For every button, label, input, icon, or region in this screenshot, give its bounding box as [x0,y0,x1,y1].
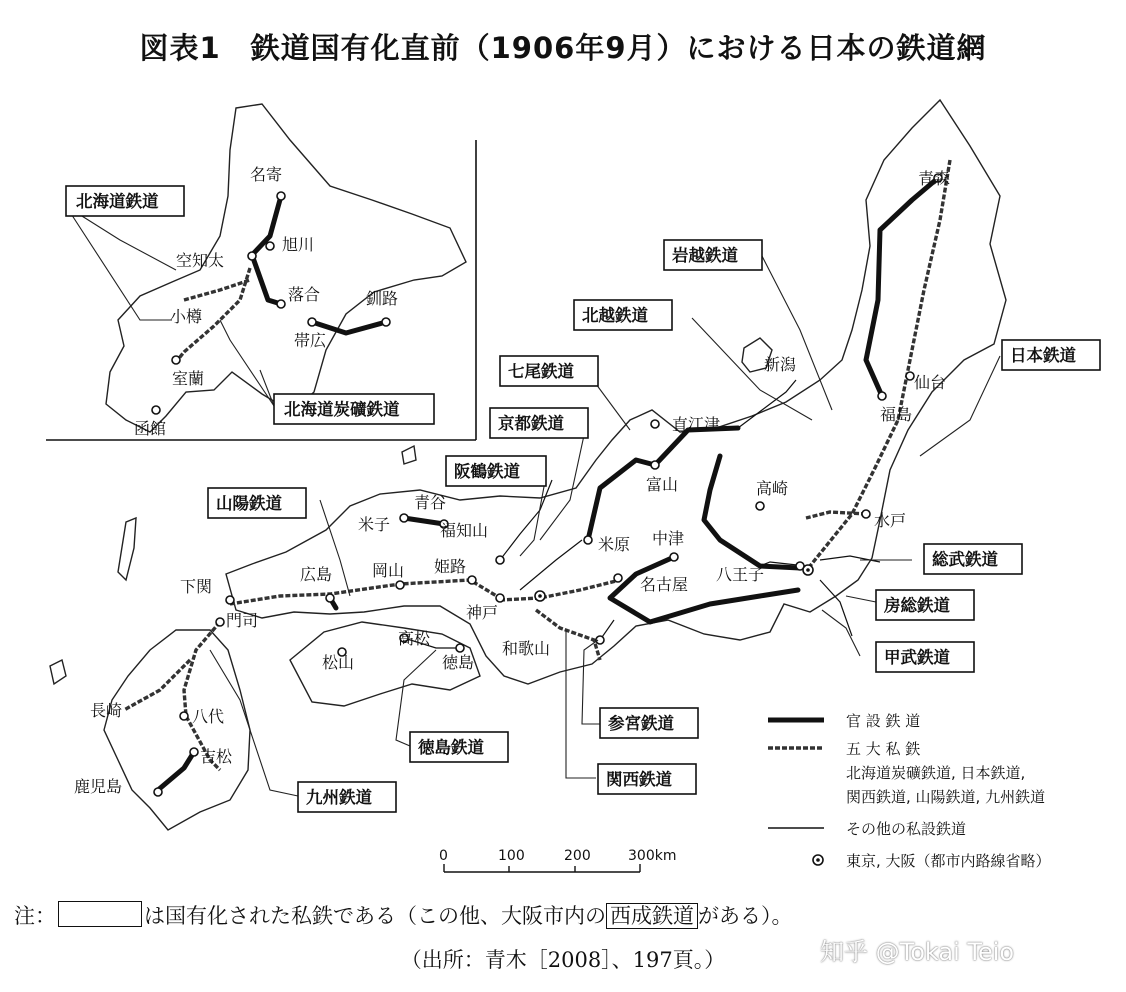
svg-text:山陽鉄道: 山陽鉄道 [216,494,282,513]
label-yonago: 米子 [358,515,391,534]
box-sangu [600,708,698,738]
note-prefix: 注： [14,904,56,928]
label-nayoro: 名寄 [250,165,283,184]
label-himeji: 姫路 [434,557,467,576]
oki-island [402,446,416,464]
note-boxed-railway: 西成鉄道 [606,903,698,929]
label-muroran: 室蘭 [172,369,205,388]
tsushima-island [118,518,136,580]
svg-text:阪鶴鉄道: 阪鶴鉄道 [454,462,520,481]
label-naoetsu: 直江津 [672,415,721,434]
svg-text:甲武鉄道: 甲武鉄道 [884,648,950,667]
box-tokushima [410,732,508,762]
label-kobe: 神戸 [466,603,499,622]
note-text: は国有化された私鉄である（この他、大阪市内の [144,904,606,928]
label-hiroshima: 広島 [300,565,333,584]
label-nagoya: 名古屋 [640,575,689,594]
figure-note [14,900,793,930]
box-hokkaido [66,186,184,216]
scale-200: 200 [564,848,591,864]
label-nagasaki: 長崎 [90,701,123,720]
legend-gov: 官 設 鉄 道 [846,712,921,730]
legend-other: その他の私設鉄道 [846,820,967,838]
label-hakodate: 函館 [134,419,167,438]
label-kushiro: 釧路 [366,289,399,308]
svg-text:房総鉄道: 房総鉄道 [884,596,950,615]
gov-lines [158,178,938,790]
label-asahikawa: 旭川 [282,235,315,254]
box-kansai [598,764,696,794]
label-ochiai: 落合 [288,285,321,304]
label-niigata: 新潟 [764,355,797,374]
hokkaido-coast [106,104,466,432]
scale-100: 100 [498,848,525,864]
legend-big5-list-2: 関西鉄道, 山陽鉄道, 九州鉄道 [846,788,1046,806]
figure-title: 図表1 鉄道国有化直前（1906年9月）における日本の鉄道網 [139,31,987,65]
label-takamatsu: 高松 [398,629,431,648]
box-sobu [924,544,1022,574]
svg-text:関西鉄道: 関西鉄道 [606,770,672,789]
svg-text:北海道炭礦鉄道: 北海道炭礦鉄道 [284,400,400,419]
svg-text:岩越鉄道: 岩越鉄道 [672,246,738,265]
label-wakayama: 和歌山 [502,639,551,658]
box-boso [876,590,974,620]
legend-big5-list-1: 北海道炭礦鉄道, 日本鉄道, [846,764,1026,782]
svg-text:北海道鉄道: 北海道鉄道 [76,192,159,211]
box-kyoto [490,408,588,438]
label-sorachibuto: 空知太 [176,251,225,270]
svg-text:七尾鉄道: 七尾鉄道 [508,362,574,381]
label-maibara: 米原 [598,535,631,554]
label-fukuchiyama: 福知山 [440,521,489,540]
kyushu-coast [104,630,250,830]
note-box-sample [58,901,142,927]
legend-big5: 五 大 私 鉄 [846,740,921,758]
label-yoshimatsu: 吉松 [200,747,233,766]
watermark: 知乎 @Tokai Teio [820,938,1015,966]
svg-text:日本鉄道: 日本鉄道 [1010,346,1076,365]
label-moji: 門司 [226,611,259,630]
box-hokutan [274,394,434,424]
label-obihiro: 帯広 [294,331,327,350]
scale-0: 0 [439,848,448,864]
svg-text:参宮鉄道: 参宮鉄道 [608,714,674,733]
label-kagoshima: 鹿児島 [74,777,123,796]
label-nakatsu: 中津 [652,529,685,548]
scale-300: 300km [628,848,677,864]
goto-island [50,660,66,684]
legend-cities: 東京, 大阪（都市内路線省略） [846,852,1051,870]
label-aomori: 青森 [918,169,951,188]
box-sanyo [208,488,306,518]
box-hankaku [446,456,546,486]
label-otaru: 小樽 [170,307,203,326]
svg-text:徳島鉄道: 徳島鉄道 [418,738,484,757]
box-nanao [500,356,598,386]
label-toyama: 富山 [646,475,679,494]
label-matsuyama: 松山 [322,653,355,672]
box-kobu [876,642,974,672]
legend [768,712,1051,870]
figure-source: （出所：青木［2008］、197頁。） [400,948,726,972]
label-mito: 水戸 [874,511,907,530]
svg-text:総武鉄道: 総武鉄道 [932,550,998,569]
scale-bar [439,848,676,872]
box-nippon [1002,340,1100,370]
svg-text:京都鉄道: 京都鉄道 [498,414,564,433]
box-ganetsu [664,240,762,270]
svg-text:九州鉄道: 九州鉄道 [306,788,372,807]
label-yatsushiro: 八代 [192,707,225,726]
note-suffix: がある）。 [698,904,793,928]
label-okayama: 岡山 [372,561,405,580]
label-sendai: 仙台 [914,373,947,392]
label-tokushima: 徳島 [442,653,475,672]
box-kyushu [298,782,396,812]
label-shimonoseki: 下関 [180,577,213,596]
svg-text:北越鉄道: 北越鉄道 [582,306,648,325]
box-hokuetsu [574,300,672,330]
stations [152,174,942,796]
label-takasaki: 高崎 [756,479,789,498]
label-aoya: 青谷 [414,493,447,512]
label-hachioji: 八王子 [716,565,765,584]
label-fukushima: 福島 [880,405,913,424]
